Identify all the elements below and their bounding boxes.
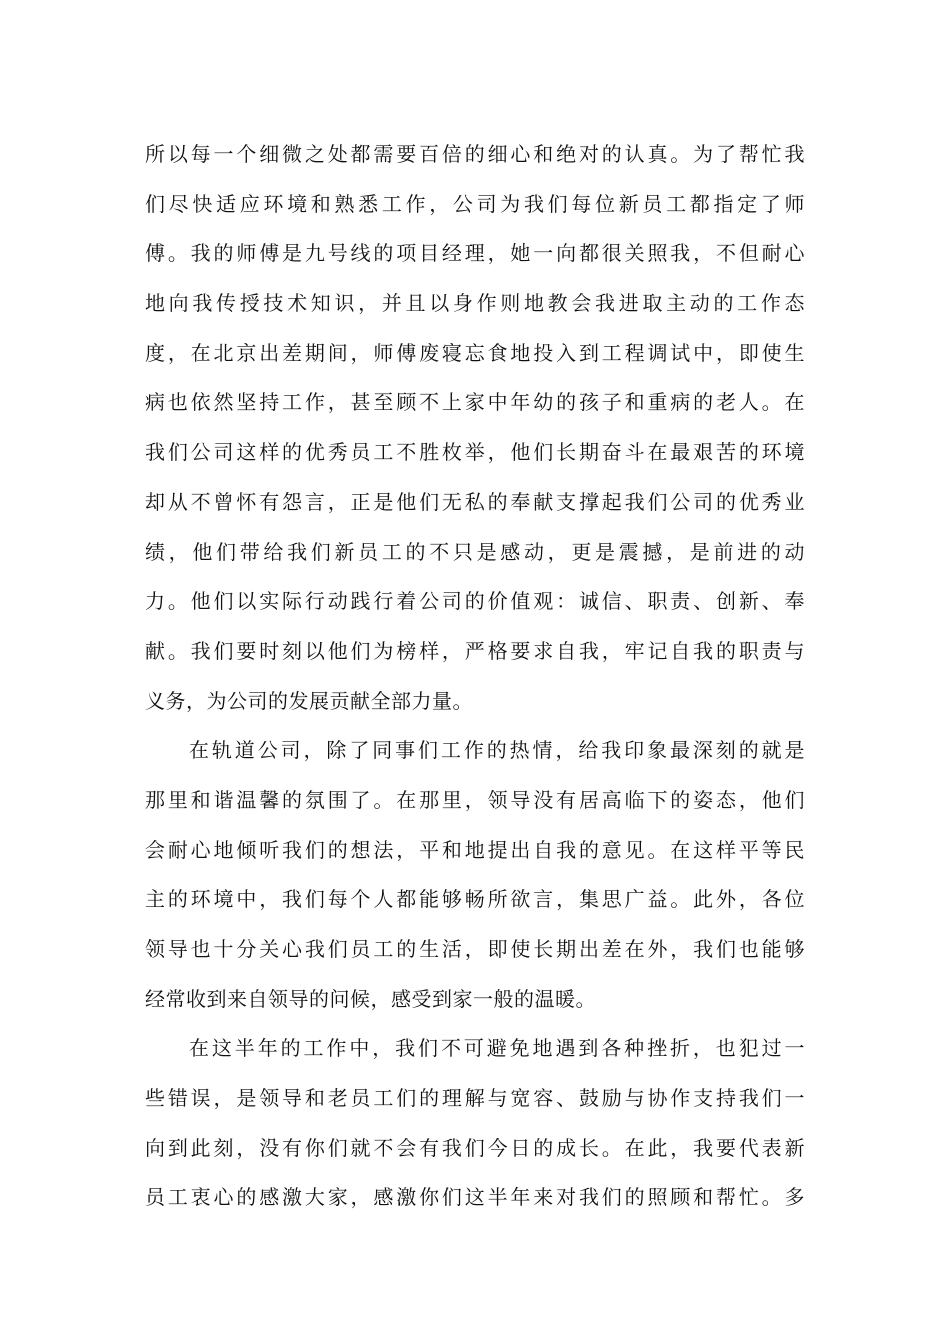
text-line: 地向我传授技术知识，并且以身作则地教会我进取主动的工作态 — [145, 291, 805, 316]
text-line: 那里和谐温馨的氛围了。在那里，领导没有居高临下的姿态，他们 — [145, 787, 805, 812]
text-line: 在这半年的工作中，我们不可避免地遇到各种挫折，也犯过一 — [189, 1036, 805, 1061]
body-text — [145, 130, 805, 1223]
text-line: 病也依然坚持工作，甚至顾不上家中年幼的孩子和重病的老人。在 — [145, 390, 805, 415]
text-line: 经常收到来自领导的问候，感受到家一般的温暖。 — [145, 986, 596, 1011]
text-line: 员工衷心的感激大家，感激你们这半年来对我们的照顾和帮忙。多 — [145, 1185, 805, 1210]
text-line: 绩，他们带给我们新员工的不只是感动，更是震撼，是前进的动 — [145, 539, 805, 564]
text-line: 向到此刻，没有你们就不会有我们今日的成长。在此，我要代表新 — [145, 1135, 805, 1160]
text-line: 献。我们要时刻以他们为榜样，严格要求自我，牢记自我的职责与 — [145, 638, 805, 663]
text-line: 傅。我的师傅是九号线的项目经理，她一向都很关照我，不但耐心 — [145, 241, 805, 266]
text-line: 在轨道公司，除了同事们工作的热情，给我印象最深刻的就是 — [189, 738, 805, 763]
text-line: 义务，为公司的发展贡献全部力量。 — [145, 688, 473, 713]
text-line: 些错误，是领导和老员工们的理解与宽容、鼓励与协作支持我们一 — [145, 1086, 805, 1111]
text-line: 会耐心地倾听我们的想法，平和地提出自我的意见。在这样平等民 — [145, 837, 805, 862]
text-line: 主的环境中，我们每个人都能够畅所欲言，集思广益。此外，各位 — [145, 887, 805, 912]
text-line: 所以每一个细微之处都需要百倍的细心和绝对的认真。为了帮忙我 — [145, 142, 805, 166]
text-line: 我们公司这样的优秀员工不胜枚举，他们长期奋斗在最艰苦的环境 — [145, 440, 805, 465]
text-line: 们尽快适应环境和熟悉工作，公司为我们每位新员工都指定了师 — [145, 191, 805, 216]
text-line: 度，在北京出差期间，师傅废寝忘食地投入到工程调试中，即使生 — [145, 340, 805, 365]
text-line: 力。他们以实际行动践行着公司的价值观：诚信、职责、创新、奉 — [145, 589, 805, 614]
text-line: 却从不曾怀有怨言，正是他们无私的奉献支撑起我们公司的优秀业 — [145, 489, 805, 514]
text-line: 领导也十分关心我们员工的生活，即使长期出差在外，我们也能够 — [145, 937, 805, 961]
